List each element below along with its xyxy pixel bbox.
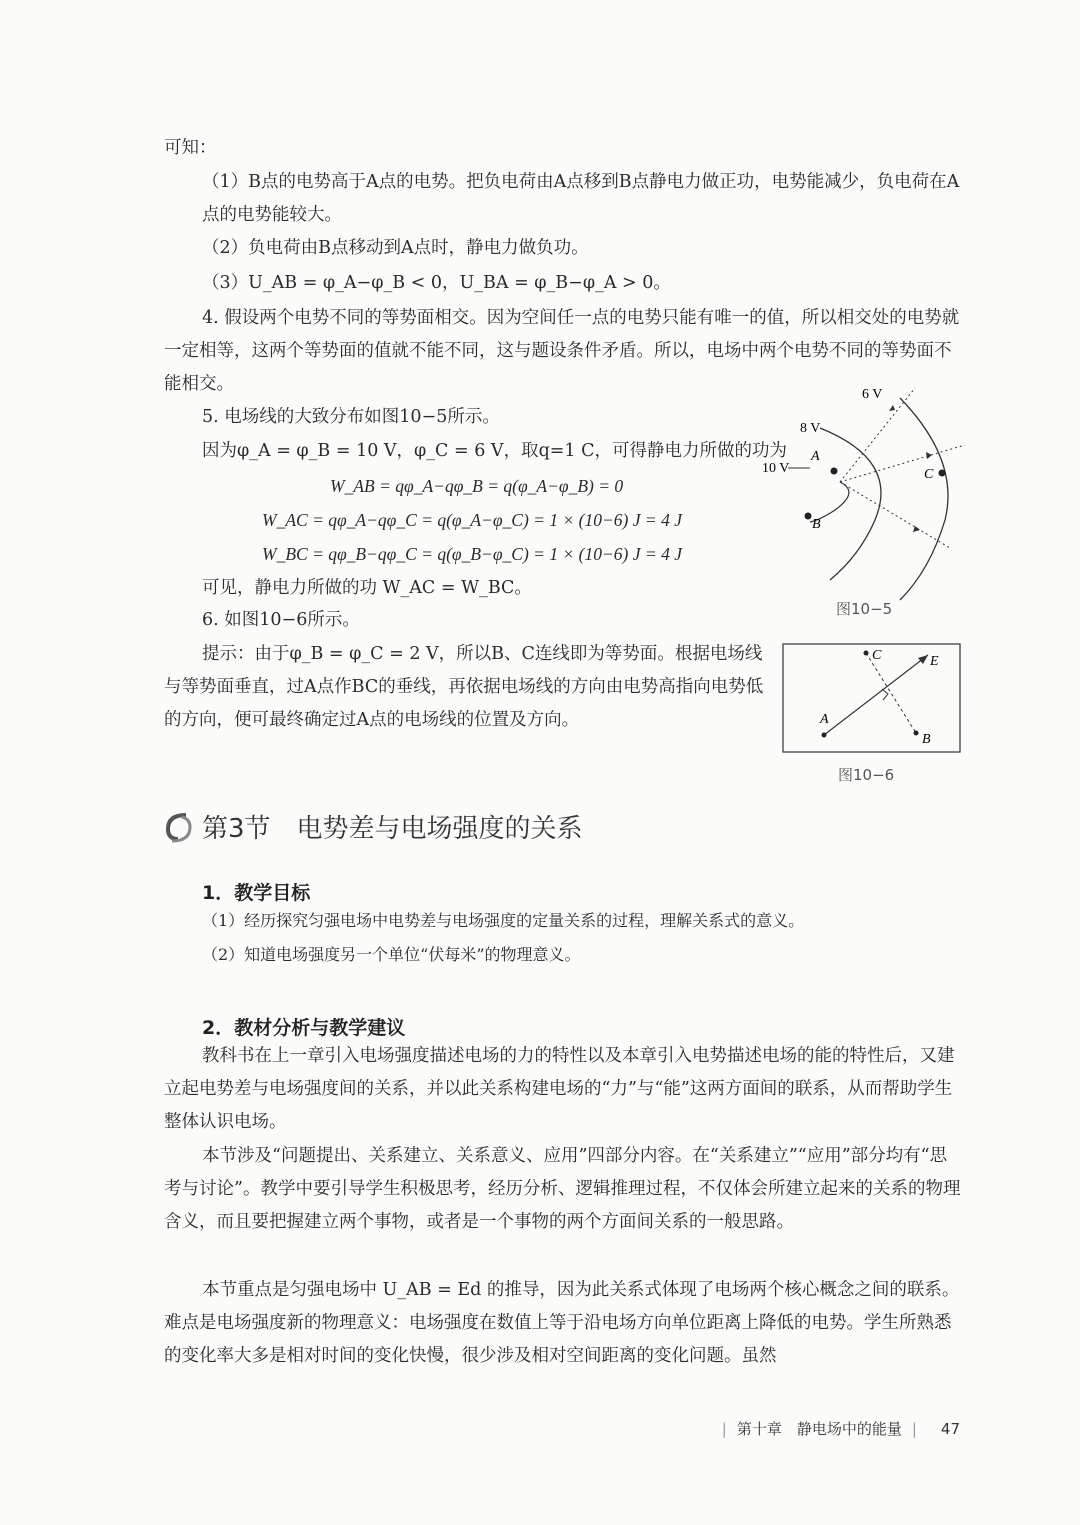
body-para-2: 本节涉及“问题提出、关系建立、关系意义、应用”四部分内容。在“关系建立”“应用”部分均有“思考与讨论”。教学中要引导学生积极思考，经历分析、逻辑推理过程，不仅体会所建立起来的关系的物理含义，而且要把握建立两个事物，或者是一个事物的两个方面间关系的一般思路。	[164, 1146, 961, 1232]
equipotential-10v	[810, 482, 849, 522]
caption-fig-10-5: 图10−5	[836, 600, 893, 618]
para-answer-5: 5. 电场线的大致分布如图10−5所示。	[202, 407, 500, 427]
label-b: B	[922, 732, 931, 747]
label-c: C	[872, 648, 882, 663]
heading-analysis: 2．教材分析与教学建议	[202, 1017, 406, 1039]
para-answer-4: 4. 假设两个电势不同的等势面相交。因为空间任一点的电势只能有唯一的值，所以相交处的电势就一定相等，这两个等势面的值就不能不同，这与题设条件矛盾。所以，电场中两个电势不同的等势面不能相交。	[164, 308, 960, 394]
para-keshi: 可知：	[164, 138, 217, 158]
footer-chapter: 第十章 静电场中的能量	[736, 1420, 902, 1438]
point-c	[864, 651, 869, 656]
arrow-1	[889, 405, 895, 411]
para-answer-1: （1）B点的电势高于A点的电势。把负电荷由A点移到B点静电力做正功，电势能减少，负电荷在A点的电势能较大。	[202, 172, 960, 225]
point-a	[822, 733, 827, 738]
goal-2: （2）知道电场强度另一个单位“伏每米”的物理意义。	[202, 945, 581, 964]
point-a	[831, 468, 838, 475]
para-answer-2: （2）负电荷由B点移动到A点时，静电力做负功。	[202, 238, 589, 258]
para-answer-3: （3）U_AB = φ_A−φ_B < 0，U_BA = φ_B−φ_A > 0。	[202, 273, 671, 293]
para-answer-6: 6. 如图10−6所示。	[202, 610, 360, 630]
equation-wbc: W_BC = qφ_B−qφ_C = q(φ_B−φ_C) = 1 × (10−6) J = 4 J	[262, 544, 682, 564]
line-bc	[866, 653, 916, 733]
label-6v: 6 V	[862, 387, 883, 402]
label-a: A	[811, 449, 820, 464]
body-para-3: 本节重点是匀强电场中 U_AB = Ed 的推导，因为此关系式体现了电场两个核心概念之间的联系。难点是电场强度新的物理意义：电场强度在数值上等于沿电场方向单位距离上降低的电势。学生所熟悉的变化率大多是相对时间的变化快慢，很少涉及相对空间距离的变化问题。虽然	[164, 1280, 960, 1366]
point-b	[914, 731, 919, 736]
body-para-1: 教科书在上一章引入电场强度描述电场的力的特性以及本章引入电势描述电场的能的特性后，又建立起电势差与电场强度间的关系，并以此关系构建电场的“力”与“能”这两方面间的联系，从而帮助学生整体认识电场。	[164, 1046, 955, 1132]
caption-fig-10-6: 图10−6	[838, 766, 895, 784]
figure-10-5	[750, 370, 980, 610]
equipotential-6v	[900, 398, 948, 600]
label-b: B	[812, 517, 821, 532]
para-conclusion: 可见，静电力所做的功 W_AC = W_BC。	[202, 578, 532, 598]
section-title-text: 第3节 电势差与电场强度的关系	[202, 814, 583, 844]
page-number: 47	[940, 1420, 960, 1438]
label-a: A	[820, 712, 829, 727]
arrow-2	[926, 452, 932, 459]
section-title	[160, 808, 583, 845]
field-line-3	[840, 482, 950, 548]
page-footer: | 第十章 静电场中的能量 | 47	[721, 1420, 960, 1438]
para-answer-5-because: 因为φ_A = φ_B = 10 V，φ_C = 6 V，取q=1 C，可得静电力所做的功为	[202, 441, 788, 461]
section-logo-icon	[160, 809, 196, 845]
equation-wab: W_AB = qφ_A−qφ_B = q(φ_A−φ_B) = 0	[330, 476, 624, 496]
equation-wac: W_AC = qφ_A−qφ_C = q(φ_A−φ_C) = 1 × (10−6) J = 4 J	[262, 510, 682, 530]
point-b	[805, 513, 812, 520]
para-hint: 提示：由于φ_B = φ_C = 2 V，所以B、C连线即为等势面。根据电场线与等势面垂直，过A点作BC的垂线，再依据电场线的方向由电势高指向电势低的方向，便可最终确定过A点的电场线的位置及方向。	[164, 644, 764, 730]
goal-1: （1）经历探究匀强电场中电势差与电场强度的定量关系的过程，理解关系式的意义。	[202, 911, 805, 930]
label-8v: 8 V	[800, 421, 821, 436]
figure-10-6	[782, 643, 962, 755]
right-angle-mark	[882, 689, 888, 700]
label-c: C	[924, 467, 934, 482]
arrow-e	[918, 655, 928, 664]
label-10v: 10 V	[762, 461, 790, 476]
point-c	[939, 470, 946, 477]
field-line-ae	[824, 655, 928, 735]
label-e: E	[930, 654, 939, 669]
equipotential-8v	[820, 428, 881, 580]
heading-teaching-goals: 1．教学目标	[202, 882, 311, 904]
